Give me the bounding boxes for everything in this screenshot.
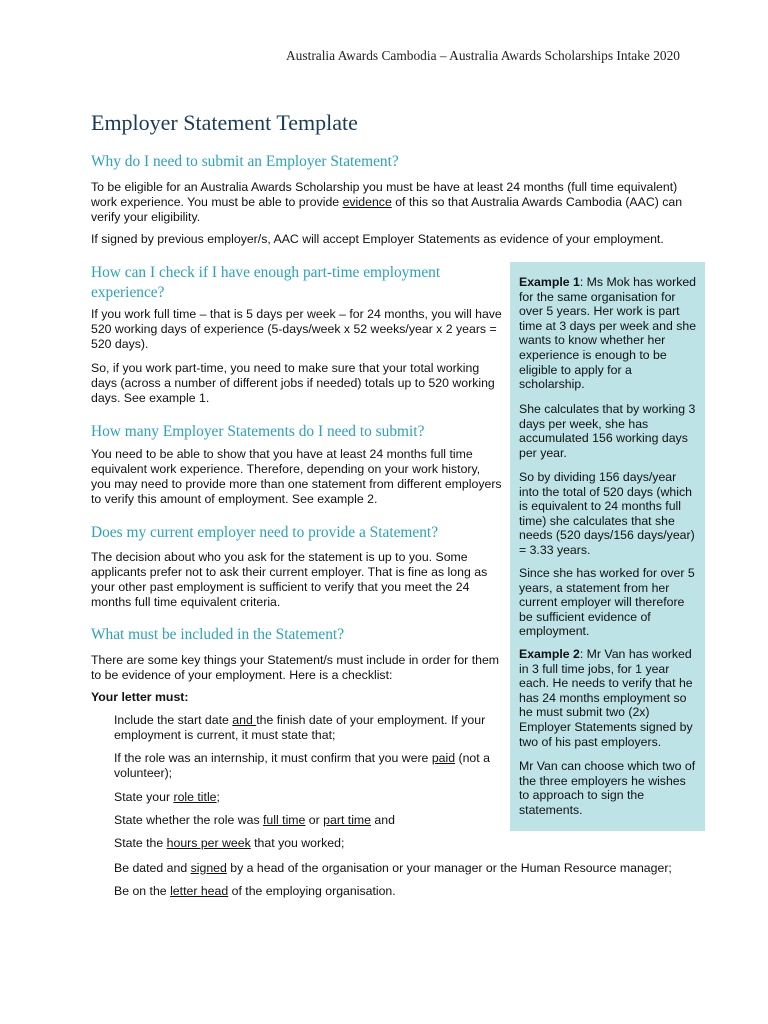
page-title: Employer Statement Template	[91, 110, 358, 135]
paragraph-part-time-calc: So, if you work part-time, you need to make sure that your total working days (across a number of different jobs if needed) totals up to 520 working days. See example 1.	[91, 361, 495, 405]
paragraph-how-many: You need to be able to show that you have at least 24 months full time equivalent work experience. Therefore, depending on your work history, you may need to provide more than one statement from different employers to verify this amount of employment. See example 2.	[91, 447, 502, 506]
section-heading-part-time: How can I check if I have enough part-time employment experience?	[91, 264, 441, 301]
example-1-calc: She calculates that by working 3 days per week, she has accumulated 156 working days per year.	[519, 402, 696, 460]
checklist-item-full-part-time: State whether the role was full time or part time and	[114, 813, 395, 827]
paragraph-previous-employer: If signed by previous employer/s, AAC will accept Employer Statements as evidence of your employment.	[91, 232, 664, 246]
example-2-text: Example 2: Mr Van has worked in 3 full time jobs, for 1 year each. He needs to verify that he has 24 months employment so he must submit two (2x) Employer Statements signed by two of his past employers.	[519, 647, 693, 749]
letter-must-label: Your letter must:	[91, 690, 189, 704]
paragraph-eligibility: To be eligible for an Australia Awards Scholarship you must be have at least 24 months (full time equivalent) work experience. You must be able to provide evidence of this so that Australia Awards Cambodia (AAC) can verify your eligibility.	[91, 180, 683, 224]
example-1-division: So by dividing 156 days/year into the total of 520 days (which is equivalent to 24 months full time) she calculates that she needs (520 days/156 days/year) = 3.33 years.	[519, 470, 695, 557]
section-heading-how-many: How many Employer Statements do I need to submit?	[91, 423, 425, 440]
checklist-item-role-title: State your role title;	[114, 790, 220, 804]
example-1-conclusion: Since she has worked for over 5 years, a statement from her current employer will therefore be sufficient evidence of employment.	[519, 566, 695, 639]
checklist-item-hours: State the hours per week that you worked;	[114, 836, 345, 850]
example-2-label: Example 2	[519, 647, 580, 661]
example-2-choice: Mr Van can choose which two of the three employers he wishes to approach to sign the statements.	[519, 759, 696, 817]
section-heading-included: What must be included in the Statement?	[91, 626, 345, 643]
checklist-item-signed: Be dated and signed by a head of the organisation or your manager or the Human Resource manager;	[114, 861, 672, 875]
paragraph-full-time-calc: If you work full time – that is 5 days per week – for 24 months, you will have 520 working days of experience (5-days/week x 52 weeks/year x 2 years = 520 days).	[91, 307, 502, 351]
checklist-item-letter-head: Be on the letter head of the employing organisation.	[114, 884, 396, 898]
checklist-item-internship: If the role was an internship, it must confirm that you were paid (not a volunteer);	[114, 751, 490, 780]
paragraph-current-employer: The decision about who you ask for the statement is up to you. Some applicants prefer not to ask their current employer. That is fine as long as your other past employment is sufficient to verify that you meet the 24 months full time equivalent criteria.	[91, 550, 488, 609]
checklist-item-dates: Include the start date and the finish date of your employment. If your employment is current, it must state that;	[114, 713, 486, 742]
evidence-underline: evidence	[342, 195, 392, 209]
section-heading-why: Why do I need to submit an Employer Statement?	[91, 153, 399, 170]
example-1-text: Example 1: Ms Mok has worked for the same organisation for over 5 years. Her work is part time at 3 days per week and she wants to know whether her experience is enough to be eligible to apply for a scholarship.	[519, 275, 697, 392]
paragraph-checklist-intro: There are some key things your Statement/s must include in order for them to be evidence of your employment. Here is a checklist:	[91, 653, 500, 682]
running-header: Australia Awards Cambodia – Australia Awards Scholarships Intake 2020	[286, 48, 680, 63]
section-heading-current-employer: Does my current employer need to provide a Statement?	[91, 524, 439, 541]
example-1-label: Example 1	[519, 275, 580, 289]
